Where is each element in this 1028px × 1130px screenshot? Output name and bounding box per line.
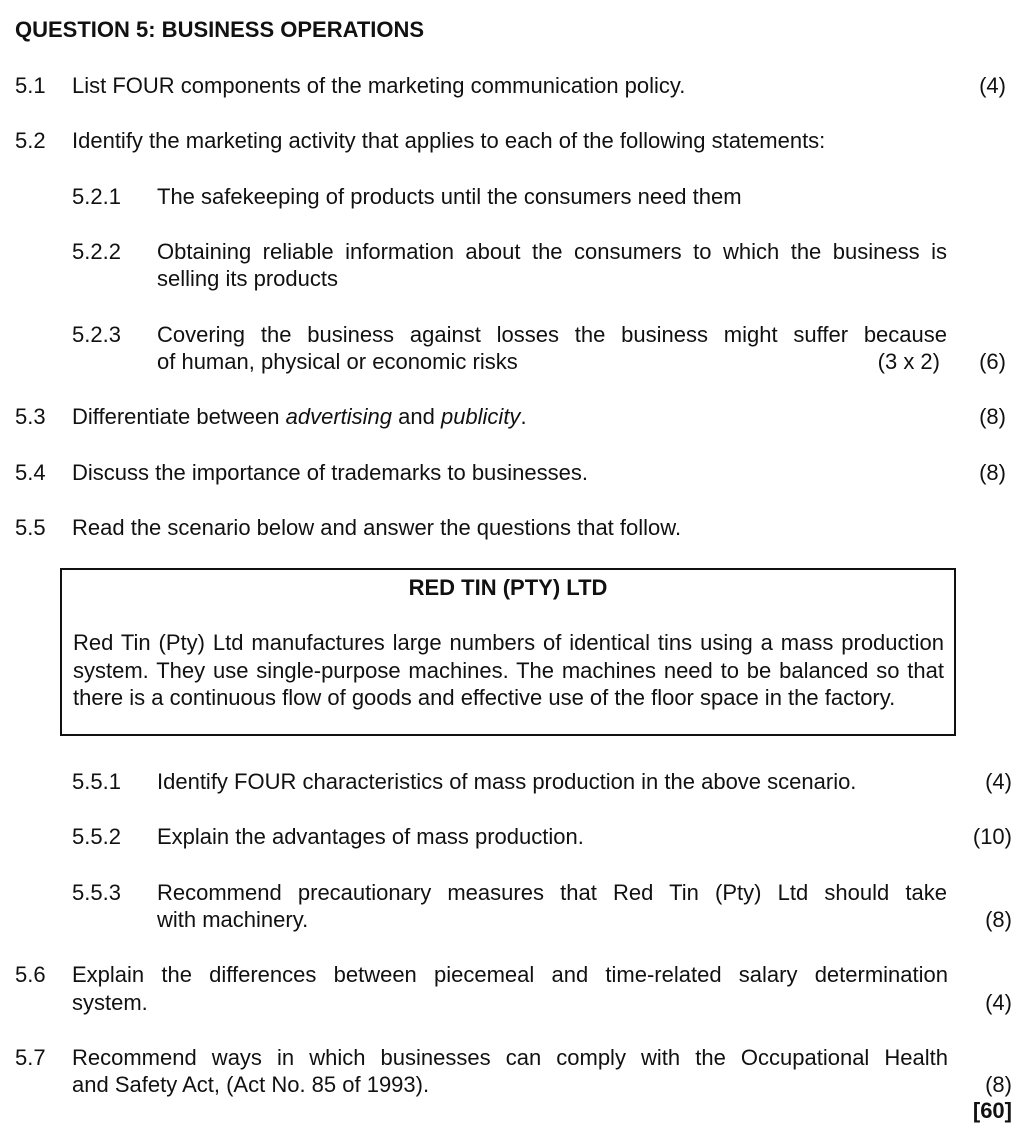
question-text-5-6-line-2: system. — [72, 990, 148, 1015]
text-segment: Differentiate between — [72, 404, 286, 429]
case-study-body: Red Tin (Pty) Ltd manufactures large numbers of identical tins using a mass production system. They use single-purpose machines. The machines need to be balanced so that there is a continuous flow of goods and effective use of the floor space in the factory. — [73, 630, 944, 710]
question-text-5-6-line-1: Explain the differences between piecemeal and time-related salary determination — [72, 962, 948, 987]
case-study-box — [60, 568, 956, 736]
question-number-5-2: 5.2 — [15, 128, 46, 153]
mark-5-3: (8) — [979, 404, 1006, 429]
question-text-5-2: Identify the marketing activity that applies to each of the following statements: — [72, 128, 826, 153]
question-number-5-7: 5.7 — [15, 1045, 46, 1070]
question-number-5-2-3: 5.2.3 — [72, 322, 121, 347]
mark-5-4: (8) — [979, 460, 1006, 485]
question-text-5-4: Discuss the importance of trademarks to businesses. — [72, 460, 589, 485]
text-segment: and — [392, 404, 441, 429]
question-text-5-7-line-2: and Safety Act, (Act No. 85 of 1993). — [72, 1072, 430, 1097]
question-text-5-2-3-line-1: Covering the business against losses the business might suffer because — [157, 322, 947, 347]
question-number-5-2-2: 5.2.2 — [72, 239, 121, 264]
question-text-5-2-3-line-2: of human, physical or economic risks — [157, 349, 518, 374]
mark-5-5-2: (10) — [972, 824, 1012, 849]
question-total: [60] — [972, 1098, 1012, 1123]
mark-5-2: (6) — [979, 349, 1006, 374]
question-number-5-4: 5.4 — [15, 460, 46, 485]
question-text-5-5: Read the scenario below and answer the questions that follow. — [72, 515, 682, 540]
question-number-5-5-1: 5.5.1 — [72, 769, 121, 794]
mark-5-5-3: (8) — [985, 907, 1012, 932]
question-number-5-6: 5.6 — [15, 962, 46, 987]
question-text-5-2-1: The safekeeping of products until the consumers need them — [157, 184, 742, 209]
question-text-5-2-2: Obtaining reliable information about the consumers to which the business is selling its products — [157, 239, 947, 291]
question-text-5-5-2: Explain the advantages of mass production. — [157, 824, 584, 849]
mark-5-1: (4) — [979, 73, 1006, 98]
question-text-5-7-line-1: Recommend ways in which businesses can comply with the Occupational Health — [72, 1045, 948, 1070]
question-title: QUESTION 5: BUSINESS OPERATIONS — [15, 17, 425, 42]
question-number-5-5-3: 5.5.3 — [72, 880, 121, 905]
question-number-5-1: 5.1 — [15, 73, 46, 98]
term-publicity: publicity — [440, 404, 521, 429]
question-number-5-3: 5.3 — [15, 404, 46, 429]
question-text-5-5-3-line-2: with machinery. — [157, 907, 309, 932]
question-number-5-2-1: 5.2.1 — [72, 184, 121, 209]
question-text-5-5-3-line-1: Recommend precautionary measures that Red Tin (Pty) Ltd should take — [157, 880, 947, 905]
text-segment: . — [520, 404, 527, 429]
question-text-5-5-1: Identify FOUR characteristics of mass production in the above scenario. — [157, 769, 857, 794]
question-text-5-1: List FOUR components of the marketing communication policy. — [72, 73, 686, 98]
mark-5-5-1: (4) — [985, 769, 1012, 794]
mark-5-7: (8) — [985, 1072, 1012, 1097]
question-text-5-3 — [72, 403, 948, 430]
case-study-title: RED TIN (PTY) LTD — [408, 575, 608, 600]
sub-mark-5-2-3: (3 x 2) — [877, 349, 940, 374]
mark-5-6: (4) — [985, 990, 1012, 1015]
question-number-5-5-2: 5.5.2 — [72, 824, 121, 849]
question-number-5-5: 5.5 — [15, 515, 46, 540]
term-advertising: advertising — [285, 404, 393, 429]
